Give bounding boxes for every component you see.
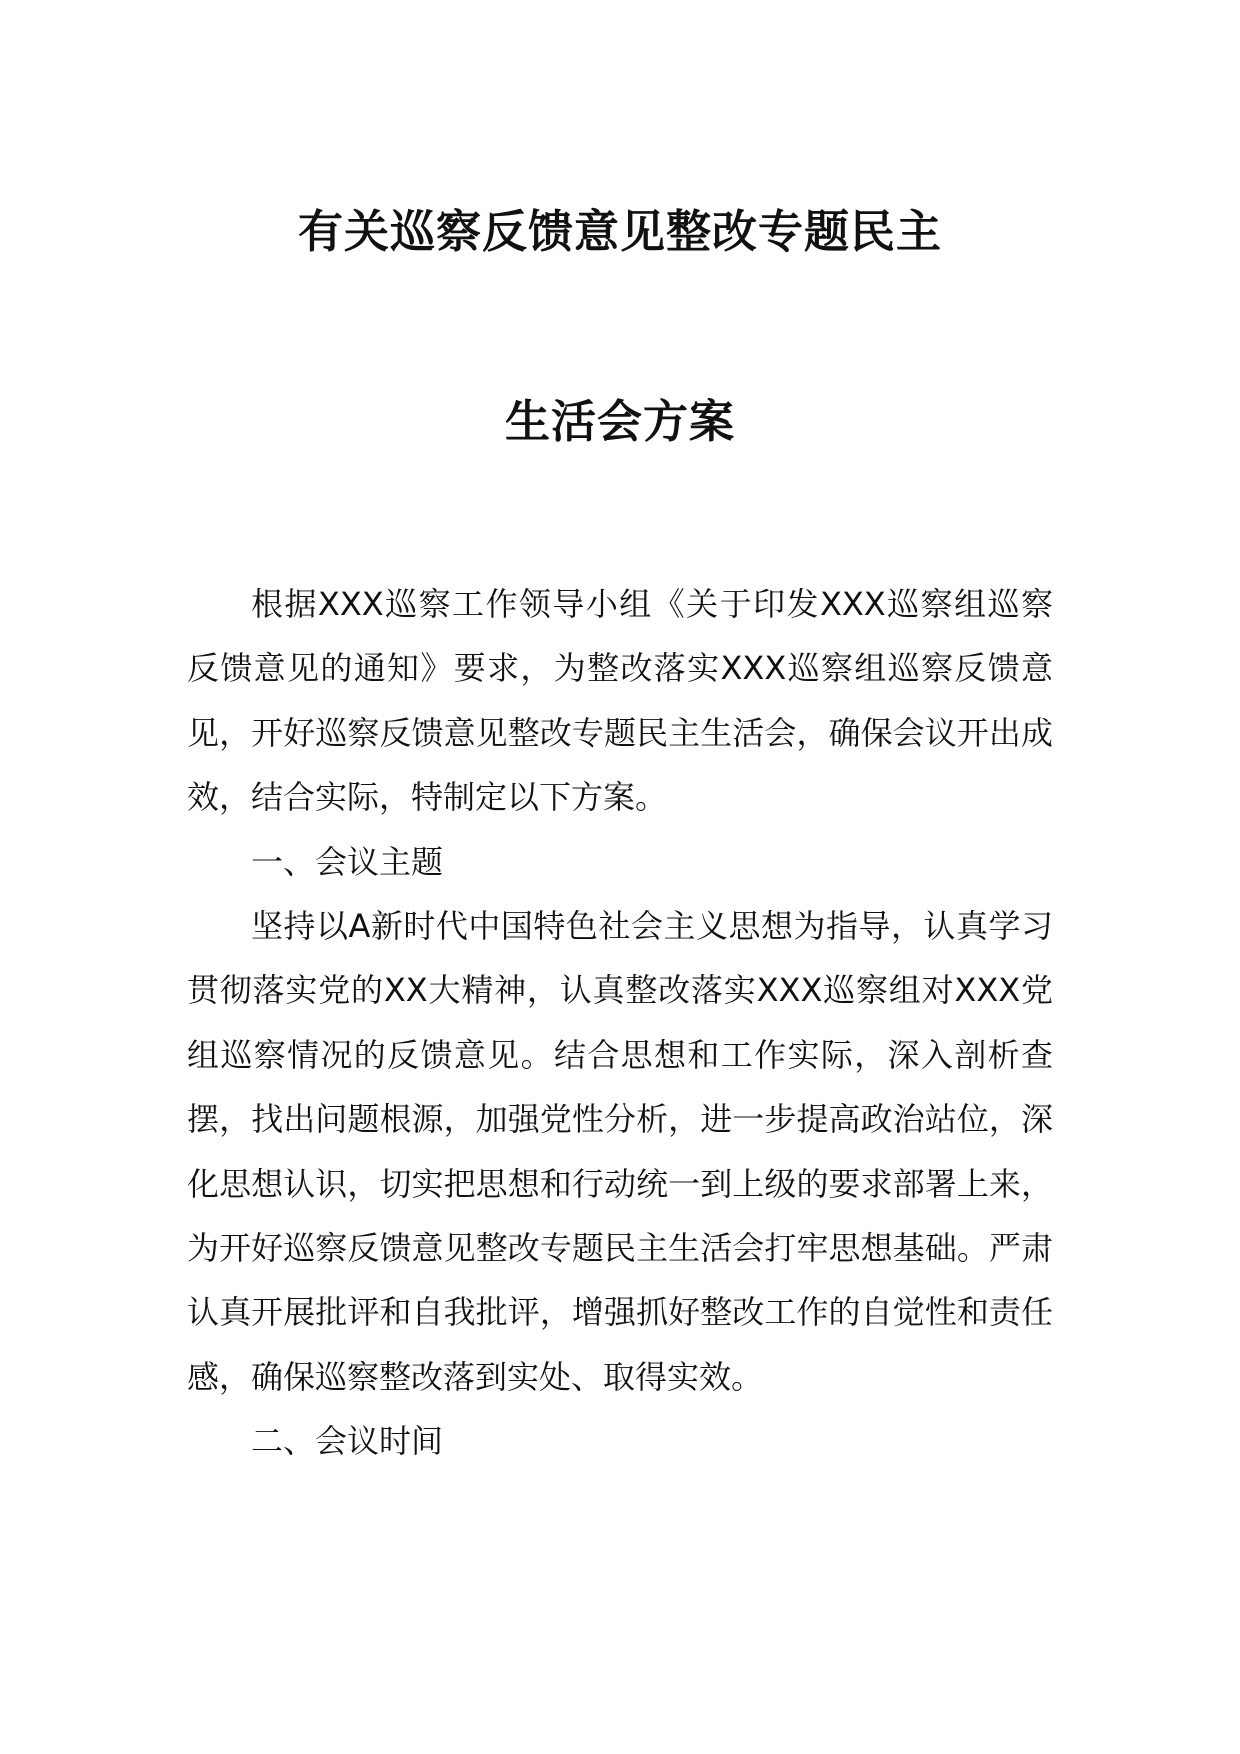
section-1-body: 坚持以A新时代中国特色社会主义思想为指导，认真学习贯彻落实党的XX大精神，认真整改落实XXX巡察组对XXX党组巡察情况的反馈意见。结合思想和工作实际，深入剖析查摆，找出问题根源，加强党性分析，进一步提高政治站位，深化思想认识，切实把思想和行动统一到上级的要求部署上来，为开好巡察反馈意见整改专题民主生活会打牢思想基础。严肃认真开展批评和自我批评，增强抓好整改工作的自觉性和责任感，确保巡察整改落到实处、取得实效。 [187, 907, 1053, 1396]
document-title-line-1: 有关巡察反馈意见整改专题民主 [297, 205, 942, 258]
section-2-heading: 二、会议时间 [251, 1422, 444, 1461]
intro-paragraph: 根据XXX巡察工作领导小组《关于印发XXX巡察组巡察反馈意见的通知》要求，为整改落实XXX巡察组巡察反馈意见，开好巡察反馈意见整改专题民主生活会，确保会议开出成效，结合实际，特制定以下方案。 [187, 585, 1053, 817]
document-title-line-2: 生活会方案 [504, 395, 735, 448]
document-body [187, 572, 1053, 1474]
section-1-heading: 一、会议主题 [251, 842, 444, 881]
